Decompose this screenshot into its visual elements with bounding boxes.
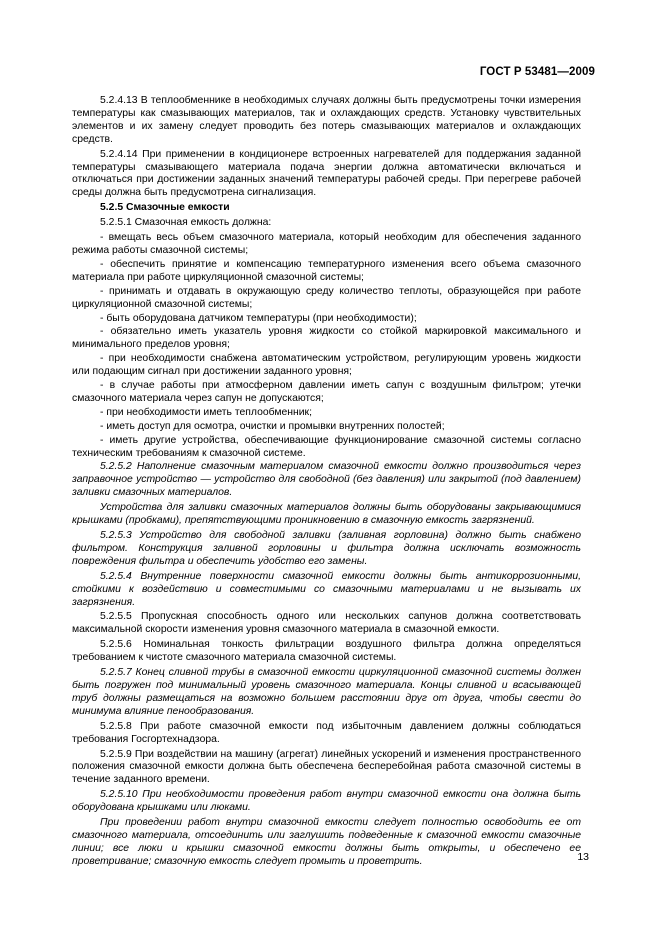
list-item: - обязательно иметь указатель уровня жидкости со стойкой маркировкой максимального и минимального пределов уровня; (72, 326, 581, 351)
list-item: - в случае работы при атмосферном давлении иметь сапун с воздушным фильтром; утечки смазочного материала через сапун не допускаются; (72, 380, 581, 404)
paragraph: 5.2.5.6 Номинальная тонкость фильтрации воздушного фильтра должна определяться требованием к чистоте смазочного материала смазочной системы. (72, 639, 581, 664)
italic-paragraph: 5.2.5.7 Конец сливной трубы в смазочной емкости циркуляционной смазочной системы должен быть погружен под минимальный уровень смазочного материала. Концы сливной и всасывающей труб должны размещаться на возможно большем расстоянии друг от друга, чтобы свести до минимума влияние пенообразования. (72, 667, 581, 717)
italic-paragraph: 5.2.5.4 Внутренние поверхности смазочной емкости должны быть антикоррозионными, стойкими к воздействию и совместимыми со смазочными материалами и не вызывать их загрязнения. (72, 570, 581, 608)
paragraph: 5.2.4.13 В теплообменнике в необходимых случаях должны быть предусмотрены точки измерения температуры как смазывающих материалов, так и охлаждающих средств. Установку чувствительных элементов и их замену следует проводить без потерь смазывающих материалов и охлаждающих средств. (72, 95, 581, 145)
list-item: - принимать и отдавать в окружающую среду количество теплоты, образующейся при работе циркуляционной смазочной системы; (72, 285, 581, 310)
standard-designation: ГОСТ Р 53481—2009 (479, 66, 595, 78)
italic-paragraph: При проведении работ внутри смазочной емкости следует полностью освободить ее от смазочного материала, отсоединить или заглушить подведенные к смазочной емкости смазочные линии; все люки и крышки смазочной емкости должны быть открыты, и обеспечено ее проветривание; смазочную емкость следует промыть и проветрить. (72, 817, 581, 867)
list-item: - иметь другие устройства, обеспечивающие функционирование смазочной системы согласно техническим требованиям к смазочной системе. (72, 434, 581, 459)
list-item: - при необходимости снабжена автоматическим устройством, регулирующим уровень жидкости или подающим сигнал при достижении заданного уровня; (72, 353, 581, 378)
list-item: - вмещать весь объем смазочного материала, который необходим для обеспечения заданного режима работы смазочной системы; (72, 232, 581, 256)
paragraph: 5.2.5.9 При воздействии на машину (агрегат) линейных ускорений и изменения пространственного положения смазочной емкости должна быть обеспечена бесперебойная работа смазочной системы в течение заданного времени. (72, 748, 581, 786)
list-item: - при необходимости иметь теплообменник; (100, 406, 312, 418)
paragraph: 5.2.5.5 Пропускная способность одного или нескольких сапунов должна соответствовать максимальной скорости изменения уровня смазочного материала в смазочной емкости. (72, 611, 581, 636)
list-item: - обеспечить принятие и компенсацию температурного изменения всего объема смазочного материала при работе циркуляционной смазочной системы; (72, 258, 581, 283)
italic-paragraph: 5.2.5.3 Устройство для свободной заливки (заливная горловина) должно быть снабжено фильтром. Конструкция заливной горловины и фильтра должна исключать возможность повреждения фильтра и обеспечить удобство его замены. (72, 530, 581, 567)
paragraph: 5.2.5.1 Смазочная емкость должна: (100, 217, 272, 229)
list-item: - быть оборудована датчиком температуры (при необходимости); (100, 312, 417, 324)
paragraph: 5.2.5.8 При работе смазочной емкости под избыточным давлением должны соблюдаться требования Госгортехнадзора. (72, 720, 581, 745)
section-heading: 5.2.5 Смазочные емкости (100, 202, 230, 214)
document-body (72, 95, 581, 871)
paragraph: 5.2.4.14 При применении в кондиционере встроенных нагревателей для поддержания заданной температуры смазывающего материала подача энергии должна автоматически включаться и отключаться при достижении заданных значений температуры рабочей среды. При перегреве рабочей среды должна быть предусмотрена сигнализация. (72, 148, 581, 199)
italic-paragraph: 5.2.5.2 Наполнение смазочным материалом смазочной емкости должно производиться через заправочное устройство — устройство для свободной (без давления) или закрытой (под давлением) заливки смазочных материалов. (72, 461, 581, 499)
italic-paragraph: 5.2.5.10 При необходимости проведения работ внутри смазочной емкости она должна быть оборудована крышками или люками. (72, 789, 581, 814)
list-item: - иметь доступ для осмотра, очистки и промывки внутренних полостей; (100, 420, 445, 432)
italic-paragraph: Устройства для заливки смазочных материалов должны быть оборудованы закрывающимися крышками (пробками), препятствующими проникновению в смазочную емкость загрязнений. (72, 502, 581, 527)
page-number: 13 (577, 851, 589, 863)
